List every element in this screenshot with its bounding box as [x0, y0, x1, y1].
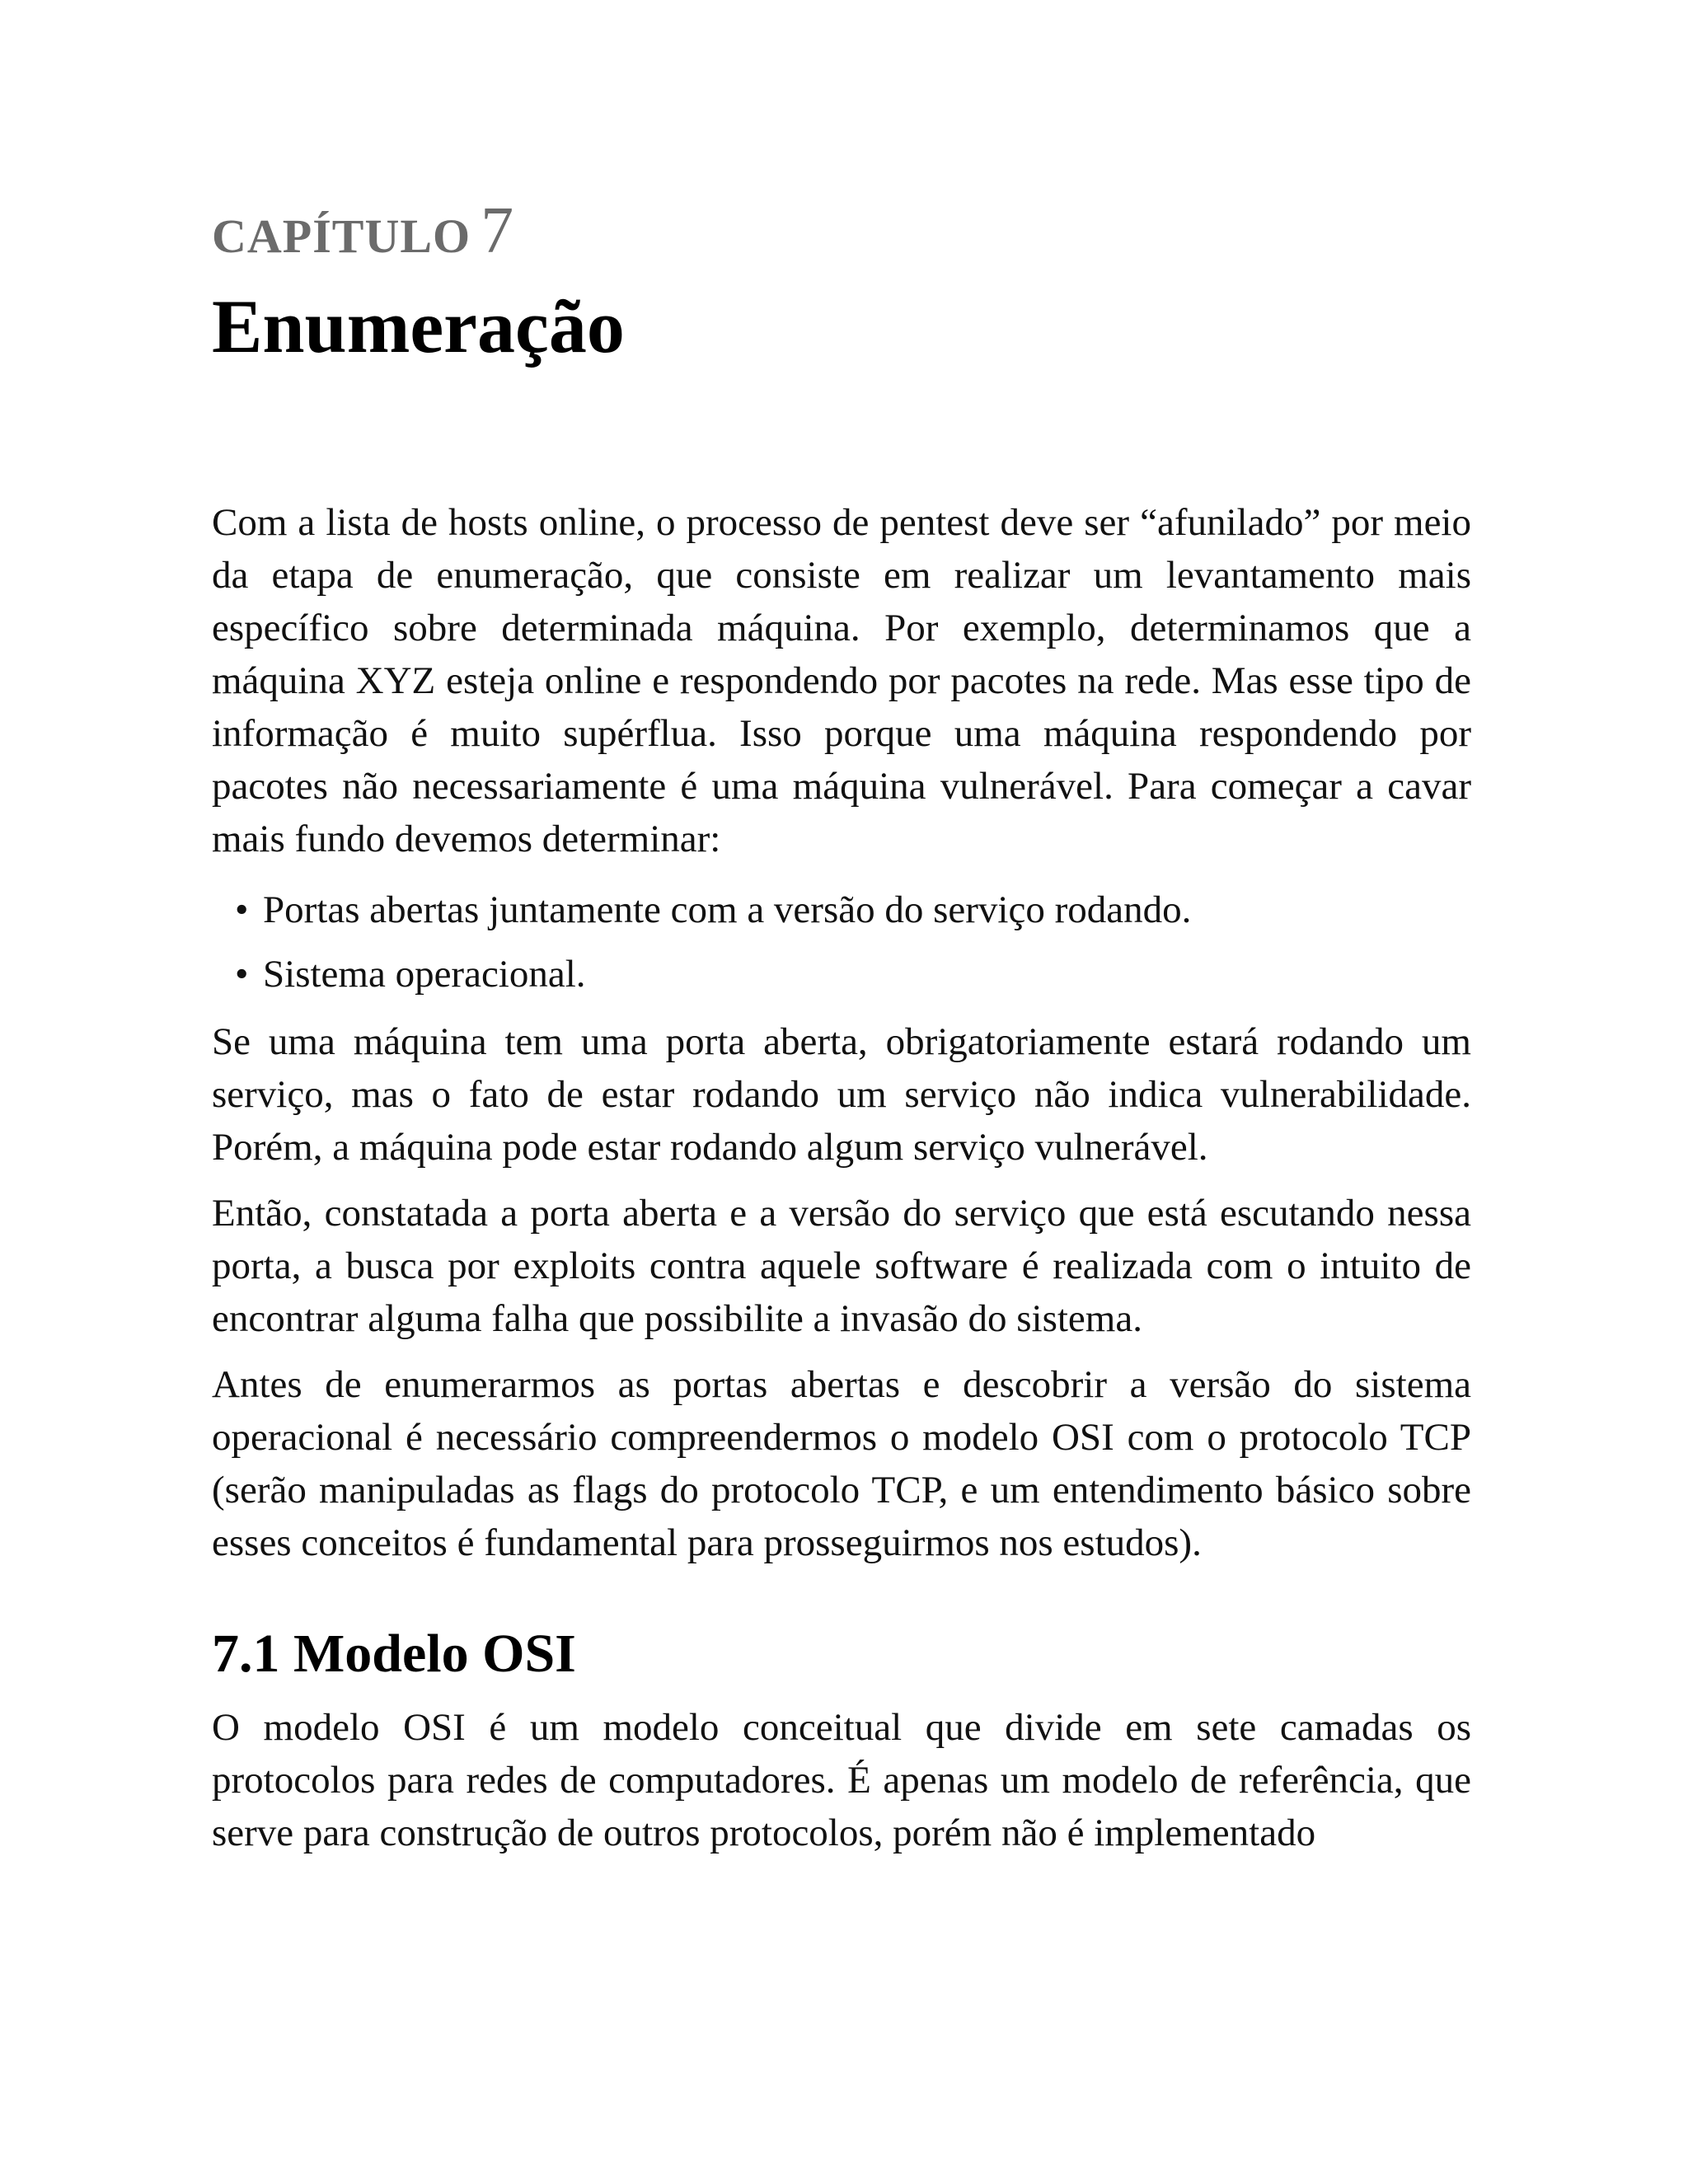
section-title: 7.1 Modelo OSI [212, 1624, 576, 1684]
intro-paragraph: Com a lista de hosts online, o processo de pentest deve ser “afunilado” por meio da etapa de enumeração, que consiste em realizar um levantamento mais específico sobre determinada máquina. Por exemplo, determinamos que a máquina XYZ esteja online e respondendo por pacotes na rede. Mas esse tipo de informação é muito supérflua. Isso porque uma máquina respondendo por pacotes não necessariamente é uma máquina vulnerável. Para começar a cavar mais fundo devemos determinar: [212, 501, 1471, 860]
document-page [212, 194, 1471, 1859]
list-item [235, 948, 1471, 1001]
bullet-list [212, 883, 1471, 1001]
chapter-title: Enumeração [212, 284, 625, 368]
paragraph-osi-intro: Antes de enumerarmos as portas abertas e descobrir a versão do sistema operacional é necessário compreendermos o modelo OSI com o protocolo TCP (serão manipuladas as flags do protocolo TCP, e um entendimento básico sobre esses conceitos é fundamental para prosseguirmos nos estudos). [212, 1363, 1471, 1564]
paragraph-exploits: Então, constatada a porta aberta e a versão do serviço que está escutando nessa porta, a busca por exploits contra aquele software é realizada com o intuito de encontrar alguma falha que possibilite a invasão do sistema. [212, 1192, 1471, 1340]
chapter-number: 7 [481, 194, 514, 267]
chapter-word: CAPÍTULO [212, 209, 471, 263]
section-paragraph: O modelo OSI é um modelo conceitual que divide em sete camadas os protocolos para redes de computadores. É apenas um modelo de referência, que serve para construção de outros protocolos, porém não é implementado [212, 1706, 1471, 1854]
list-item-text: Portas abertas juntamente com a versão do serviço rodando. [263, 888, 1192, 931]
list-item [235, 883, 1471, 936]
paragraph-open-port: Se uma máquina tem uma porta aberta, obrigatoriamente estará rodando um serviço, mas o fato de estar rodando um serviço não indica vulnerabilidade. Porém, a máquina pode estar rodando algum serviço vulnerável. [212, 1020, 1471, 1169]
chapter-label [212, 194, 1471, 267]
bullet-icon: • [235, 953, 249, 996]
list-item-text: Sistema operacional. [263, 953, 586, 996]
bullet-icon: • [235, 888, 249, 931]
